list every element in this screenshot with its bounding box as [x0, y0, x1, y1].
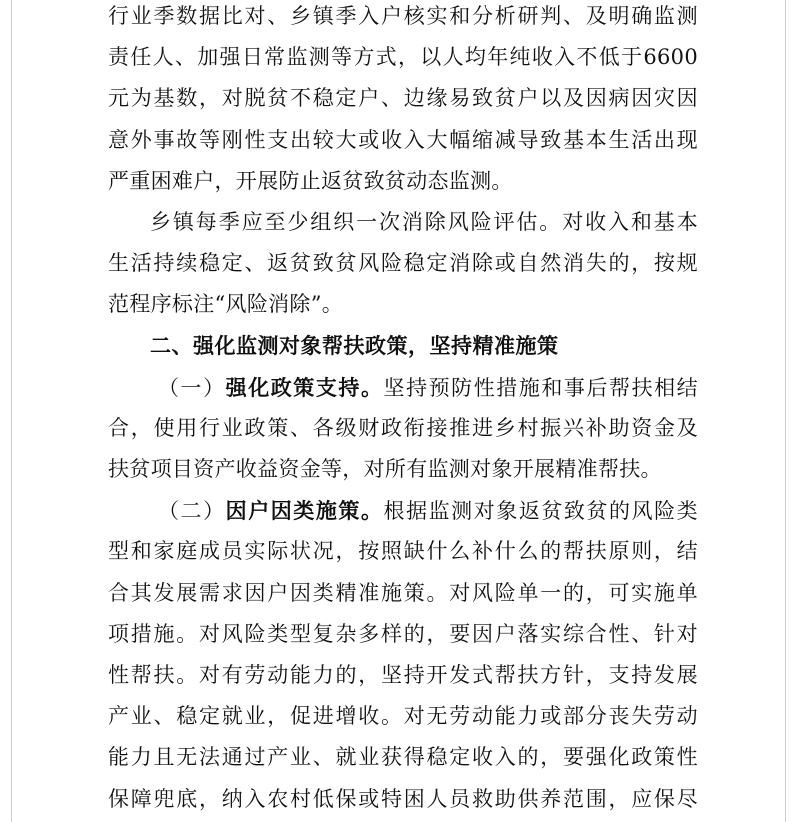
- text-line: 乡镇每季应至少组织一次消除风险评估。对收入和基本: [150, 209, 698, 234]
- item-title: 因户因类施策。: [225, 498, 384, 524]
- text-line: 严重困难户，开展防止返贫致贫动态监测。: [108, 168, 513, 193]
- text-line: 合，使用行业政策、各级财政衔接推进乡村振兴补助资金及: [108, 415, 698, 440]
- text-line: 责任人、加强日常监测等方式，以人均年纯收入不低于6600: [108, 45, 698, 70]
- text-line: 产业、稳定就业，促进增收。对无劳动能力或部分丧失劳动: [108, 704, 698, 729]
- paragraph-risk-elimination: [108, 202, 698, 326]
- page-edge-left: [11, 0, 12, 822]
- text-line: 性帮扶。对有劳动能力的，坚持开发式帮扶方针，支持发展: [108, 663, 698, 687]
- text-line: 生活持续稳定、返贫致贫风险稳定消除或自然消失的，按规: [108, 251, 698, 276]
- text-line: 能力且无法通过产业、就业获得稳定收入的，要强化政策性: [108, 745, 698, 770]
- text-line: 型和家庭成员实际状况，按照缺什么补什么的帮扶原则，结: [108, 539, 698, 564]
- item-policy-support: [108, 367, 698, 491]
- item-text: 根据监测对象返贫致贫的风险类: [383, 499, 698, 524]
- item-first-line: [108, 367, 698, 408]
- paragraph-monitoring-scope: [108, 0, 698, 202]
- text-line: 元为基数，对脱贫不稳定户、边缘易致贫户以及因病因灾因: [108, 86, 698, 111]
- item-title: 强化政策支持。: [225, 374, 384, 400]
- page-edge-right: [785, 0, 786, 822]
- text-line: 项措施。对风险类型复杂多样的，要因户落实综合性、针对: [108, 621, 698, 646]
- item-text: 坚持预防性措施和事后帮扶相结: [383, 375, 698, 400]
- text-line: 范程序标注“风险消除”。: [108, 292, 344, 317]
- item-first-line: [108, 490, 698, 531]
- item-targeted-measures: [108, 490, 698, 820]
- text-line: 保障兜底，纳入农村低保或特困人员救助供养范围，应保尽: [108, 786, 698, 811]
- text-line: 扶贫项目资产收益资金等，对所有监测对象开展精准帮扶。: [108, 457, 662, 482]
- document-body: [108, 0, 698, 820]
- text-line: 行业季数据比对、乡镇季入户核实和分析研判、及明确监测: [108, 4, 698, 28]
- item-number: （一）: [158, 375, 226, 400]
- text-line: 合其发展需求因户因类精准施策。对风险单一的，可实施单: [108, 580, 698, 605]
- item-number: （二）: [158, 499, 226, 524]
- text-line: 意外事故等刚性支出较大或收入大幅缩减导致基本生活出现: [108, 127, 698, 152]
- section-heading: 二、强化监测对象帮扶政策，坚持精准施策: [150, 333, 559, 358]
